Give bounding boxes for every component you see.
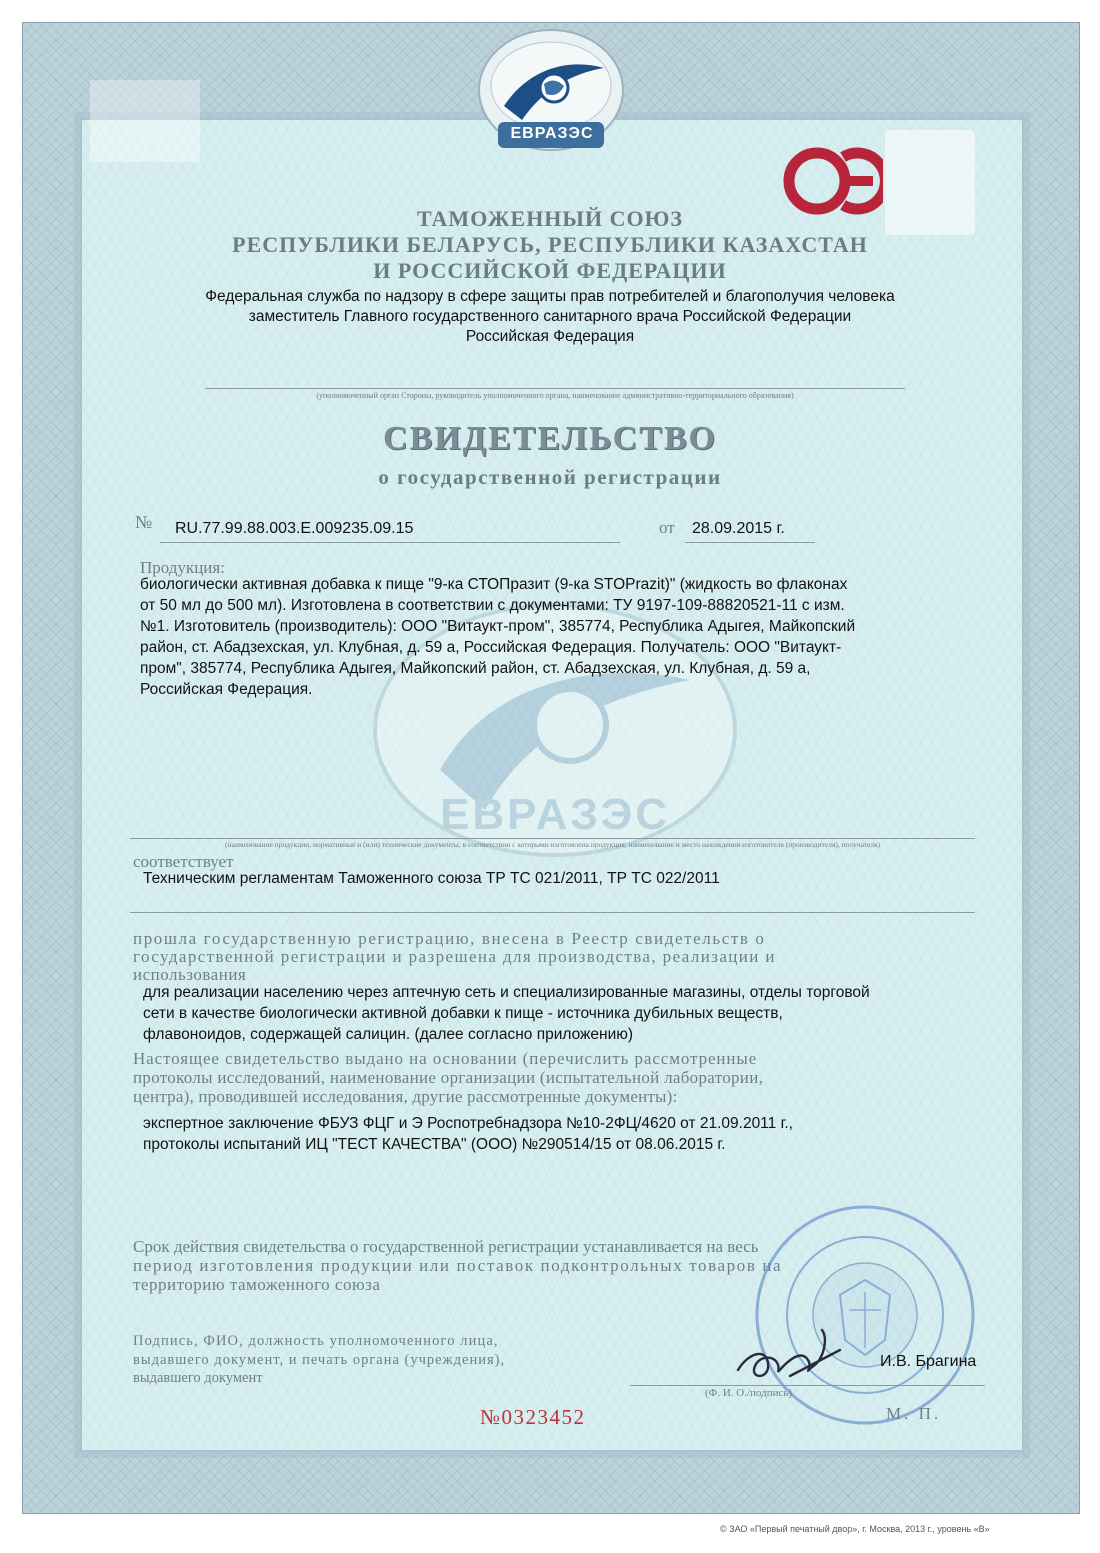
conformity-underline (130, 912, 975, 913)
product-line: район, ст. Абадзехская, ул. Клубная, д. 59 а, Российская Федерация. Получатель: ООО "Витаукт- (140, 639, 842, 656)
number-underline (160, 542, 620, 543)
conformity-label: соответствует (133, 852, 234, 871)
authority-underline (205, 388, 905, 389)
signatory-name: И.В. Брагина (880, 1353, 977, 1370)
usage-line: сети в качестве биологически активной добавки к пище - источника дубильных веществ, (143, 1005, 783, 1022)
validity-text: территорию таможенного союза (133, 1275, 381, 1294)
signature-caption: (Ф. И. О./подпись) (705, 1387, 793, 1399)
hologram-strip (90, 80, 200, 162)
authority-caption: (уполномоченный орган Стороны, руководитель уполномоченного органа, наименование административно-территориального образования) (316, 391, 794, 400)
watermark-text: ЕВРАЗЭС (439, 790, 671, 839)
authority-line-1: Федеральная служба по надзору в сфере защиты прав потребителей и благополучия человека (205, 288, 895, 305)
basis-text: протоколы исследований, наименование организации (испытательной лаборатории, (133, 1068, 764, 1087)
product-label: Продукция: (140, 558, 225, 577)
registered-text: прошла государственную регистрацию, внесена в Реестр свидетельств о (133, 929, 766, 948)
date-label: от (659, 518, 675, 537)
signature-label: выдавшего документ, и печать органа (учреждения), (133, 1352, 506, 1368)
usage-line: флавоноидов, содержащей салицин. (далее согласно приложению) (143, 1026, 634, 1043)
logo-text: ЕВРАЗЭС (510, 125, 594, 142)
serial-number: №0323452 (480, 1405, 586, 1429)
basis-doc: протоколы испытаний ИЦ "ТЕСТ КАЧЕСТВА" (ООО) №290514/15 от 08.06.2015 г. (143, 1136, 726, 1153)
product-line: Российская Федерация. (140, 681, 313, 698)
product-line: пром", 385774, Республика Адыгея, Майкопский район, ст. Абадзехская, ул. Клубная, д. 59 а, (140, 660, 811, 677)
handwritten-signature (730, 1320, 850, 1390)
usage-line: для реализации населению через аптечную сеть и специализированные магазины, отделы торговой (143, 984, 870, 1001)
product-caption: (наименование продукции, нормативные и (или) технические документы, в соответствии с которыми изготовлена продукция, наименование и место нахождения изготовителя (производителя), получателя) (224, 840, 881, 849)
registration-number: RU.77.99.88.003.E.009235.09.15 (175, 520, 414, 537)
eurasec-logo (474, 28, 629, 163)
registered-text: использования (133, 965, 247, 984)
basis-doc: экспертное заключение ФБУЗ ФЦГ и Э Роспотребнадзора №10-2ФЦ/4620 от 21.09.2011 г., (143, 1115, 793, 1132)
date-underline (685, 542, 815, 543)
product-line: биологически активная добавка к пище "9-ка СТОПразит (9-ка STOPrazit)" (жидкость во флаконах (140, 576, 848, 593)
header-line-3: И РОССИЙСКОЙ ФЕДЕРАЦИИ (373, 258, 727, 283)
document-subtitle: о государственной регистрации (378, 465, 722, 489)
stamp-place: М. П. (886, 1404, 942, 1423)
printer-footer: © ЗАО «Первый печатный двор», г. Москва, 2013 г., уровень «В» (720, 1524, 990, 1534)
authority-line-3: Российская Федерация (465, 328, 635, 345)
validity-text: период изготовления продукции или поставок подконтрольных товаров на (133, 1256, 783, 1275)
registration-date: 28.09.2015 г. (692, 520, 785, 537)
signature-underline (630, 1385, 985, 1386)
signature-label: Подпись, ФИО, должность уполномоченного лица, (133, 1333, 499, 1349)
registered-text: государственной регистрации и разрешена для производства, реализации и (133, 947, 776, 966)
conformity-value: Техническим регламентам Таможенного союза ТР ТС 021/2011, ТР ТС 022/2011 (143, 870, 720, 887)
product-line: от 50 мл до 500 мл). Изготовлена в соответствии с документами: ТУ 9197-109-88820521-11 с изм. (140, 597, 845, 614)
authority-line-2: заместитель Главного государственного санитарного врача Российской Федерации (248, 308, 852, 325)
basis-text: центра), проводившей исследования, другие рассмотренные документы): (133, 1087, 678, 1106)
signature-label: выдавшего документ (133, 1370, 263, 1386)
number-label: № (135, 512, 153, 532)
product-underline (130, 838, 975, 839)
header-line-1: ТАМОЖЕННЫЙ СОЮЗ (416, 206, 684, 231)
document-title: СВИДЕТЕЛЬСТВО (383, 420, 717, 457)
validity-text: Срок действия свидетельства о государственной регистрации устанавливается на весь (133, 1237, 759, 1256)
basis-text: Настоящее свидетельство выдано на основании (перечислить рассмотренные (133, 1049, 758, 1068)
product-line: №1. Изготовитель (производитель): ООО "Витаукт-пром", 385774, Республика Адыгея, Майкопский (140, 618, 856, 635)
header-line-2: РЕСПУБЛИКИ БЕЛАРУСЬ, РЕСПУБЛИКИ КАЗАХСТАН (232, 232, 868, 257)
